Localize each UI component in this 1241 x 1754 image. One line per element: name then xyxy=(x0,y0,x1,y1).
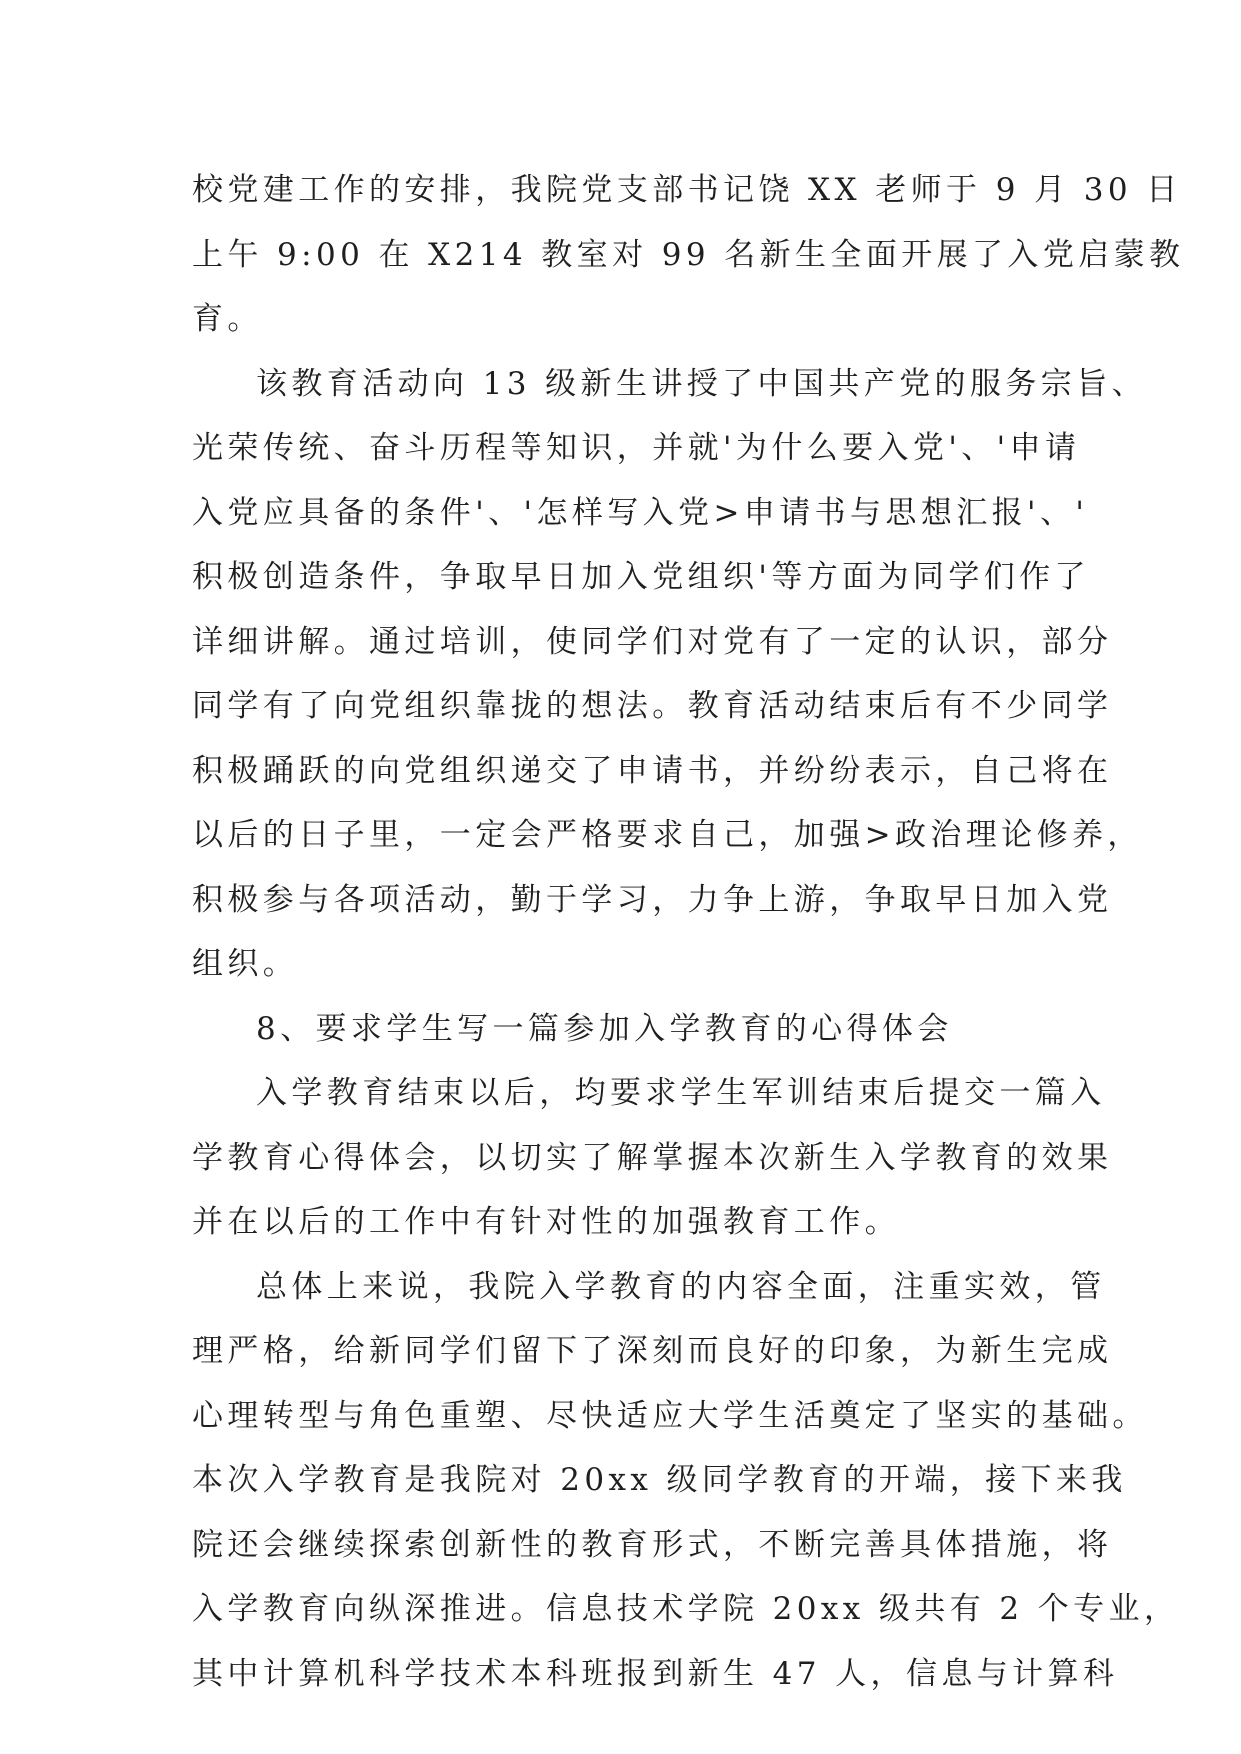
body-line: 并在以后的工作中有针对性的加强教育工作。 xyxy=(192,1204,900,1240)
paragraph-start-line: 总体上来说，我院入学教育的内容全面，注重实效，管 xyxy=(256,1268,1106,1305)
body-line: 积极创造条件，争取早日加入党组织'等方面为同学们作了 xyxy=(192,559,1090,595)
body-line: 组织。 xyxy=(192,946,299,982)
body-line: 育。 xyxy=(192,301,263,337)
body-line: 光荣传统、奋斗历程等知识，并就'为什么要入党'、'申请 xyxy=(192,430,1081,466)
body-line: 校党建工作的安排，我院党支部书记饶 XX 老师于 9 月 30 日 xyxy=(192,172,1182,208)
body-line: 入党应具备的条件'、'怎样写入党>申请书与思想汇报'、' xyxy=(192,494,1089,531)
document-body xyxy=(192,158,1185,1706)
body-line: 以后的日子里，一定会严格要求自己，加强>政治理论修养， xyxy=(192,817,1143,853)
body-line: 同学有了向党组织靠拢的想法。教育活动结束后有不少同学 xyxy=(192,688,1113,724)
body-line: 积极参与各项活动，勤于学习，力争上游，争取早日加入党 xyxy=(192,881,1113,918)
body-line: 其中计算机科学技术本科班报到新生 47 人，信息与计算科 xyxy=(192,1655,1119,1692)
body-line: 心理转型与角色重塑、尽快适应大学生活奠定了坚实的基础。 xyxy=(192,1397,1148,1434)
body-line: 上午 9:00 在 X214 教室对 99 名新生全面开展了入党启蒙教 xyxy=(192,236,1185,273)
body-line: 理严格，给新同学们留下了深刻而良好的印象，为新生完成 xyxy=(192,1333,1113,1369)
paragraph-start-line: 入学教育结束以后，均要求学生军训结束后提交一篇入 xyxy=(256,1075,1106,1111)
paragraph-start-line: 该教育活动向 13 级新生讲授了中国共产党的服务宗旨、 xyxy=(256,365,1147,402)
body-line: 入学教育向纵深推进。信息技术学院 20xx 级共有 2 个专业， xyxy=(192,1591,1180,1627)
body-line: 院还会继续探索创新性的教育形式，不断完善具体措施，将 xyxy=(192,1526,1113,1563)
body-line: 详细讲解。通过培训，使同学们对党有了一定的认识，部分 xyxy=(192,623,1113,660)
section-heading: 8、要求学生写一篇参加入学教育的心得体会 xyxy=(256,1010,953,1047)
body-line: 本次入学教育是我院对 20xx 级同学教育的开端，接下来我 xyxy=(192,1462,1127,1498)
body-line: 学教育心得体会，以切实了解掌握本次新生入学教育的效果 xyxy=(192,1139,1113,1176)
body-line: 积极踊跃的向党组织递交了申请书，并纷纷表示，自己将在 xyxy=(192,752,1113,789)
